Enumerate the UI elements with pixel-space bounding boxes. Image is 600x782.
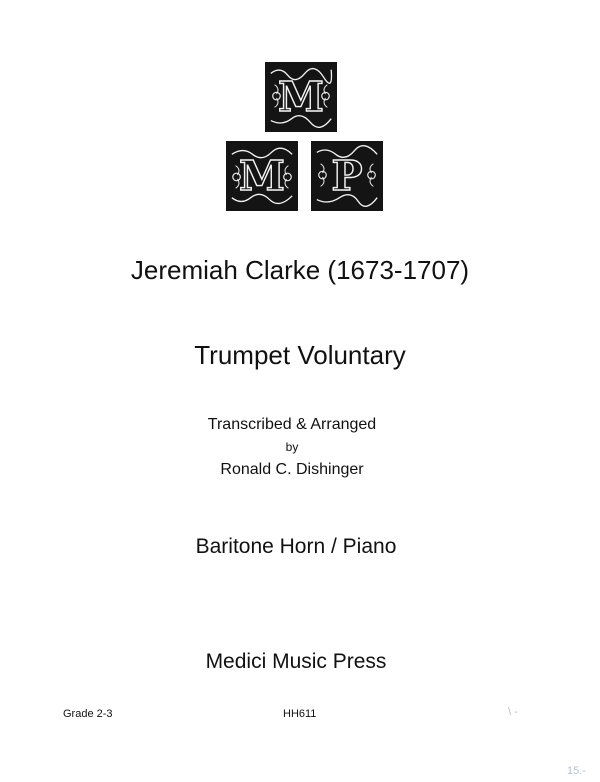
catalog-number: HH611 xyxy=(283,708,317,720)
handwritten-mark: \ - xyxy=(508,706,518,718)
logo-letter-right: P xyxy=(331,151,363,201)
composer-name: Jeremiah Clarke (1673-1707) xyxy=(130,255,470,285)
instrumentation: Baritone Horn / Piano xyxy=(195,535,397,558)
logo-letter-left: M xyxy=(239,151,285,201)
arrangement-credit-by: by xyxy=(285,440,299,454)
logo-ornament-left-icon xyxy=(228,143,296,209)
handwritten-price-mark: 15.- xyxy=(567,765,586,777)
grade-level: Grade 2-3 xyxy=(63,708,113,720)
logo-ornament-top-icon xyxy=(267,64,335,130)
arranger-name: Ronald C. Dishinger xyxy=(220,461,364,478)
publisher-logo-p xyxy=(311,141,383,211)
publisher-logo-m-top xyxy=(265,62,337,132)
piece-title: Trumpet Voluntary xyxy=(194,340,406,370)
logo-letter-top: M xyxy=(278,72,324,122)
logo-ornament-right-icon xyxy=(313,143,381,209)
publisher-logo-m-left xyxy=(226,141,298,211)
publisher-name: Medici Music Press xyxy=(205,650,387,673)
arrangement-credit-line: Transcribed & Arranged xyxy=(207,416,377,433)
